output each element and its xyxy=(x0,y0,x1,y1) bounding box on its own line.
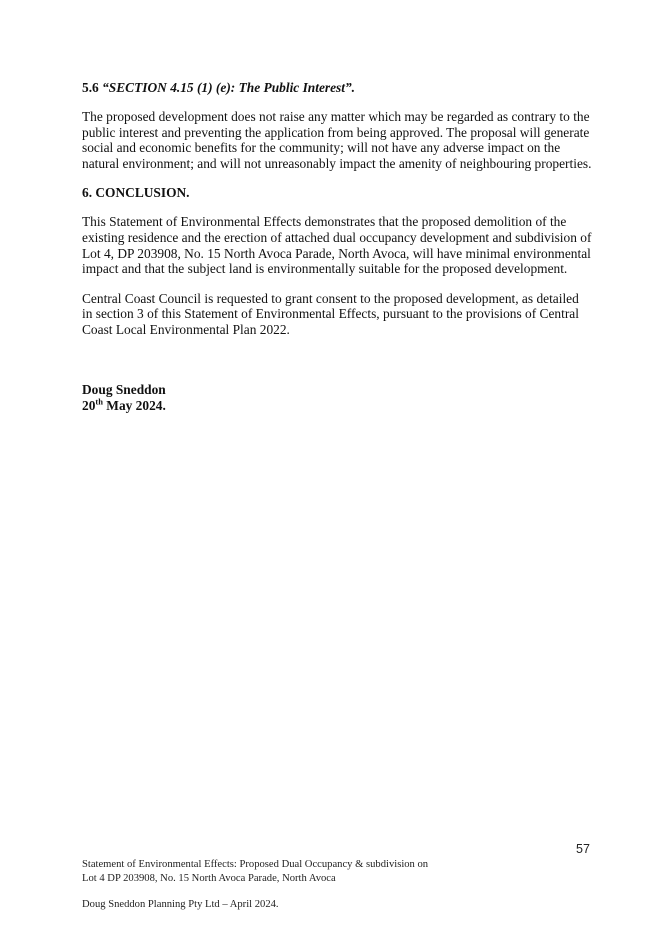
page-content xyxy=(82,80,592,414)
signature-date xyxy=(82,398,592,414)
section-5-6-body: The proposed development does not raise any matter which may be regarded as contrary to the public interest and preventing the application from being approved. The proposal will generate social and economic benefits for the community; will not have any adverse impact on the natural environment; and will not unreasonably impact the amenity of neighbouring properties. xyxy=(82,109,592,171)
conclusion-heading: 6. CONCLUSION. xyxy=(82,185,190,201)
signature-date-suffix: th xyxy=(95,396,103,407)
page-footer xyxy=(82,858,552,912)
signature-date-rest: May 2024. xyxy=(102,397,166,413)
footer-line-1: Statement of Environmental Effects: Proposed Dual Occupancy & subdivision on xyxy=(82,859,429,870)
section-5-6-title: “SECTION 4.15 (1) (e): The Public Interest”. xyxy=(102,80,356,95)
footer-line-2: Lot 4 DP 203908, No. 15 North Avoca Parade, North Avoca xyxy=(82,872,336,884)
signature-date-day: 20 xyxy=(82,397,96,413)
conclusion-paragraph-1: This Statement of Environmental Effects demonstrates that the proposed demolition of the existing residence and the erection of attached dual occupancy development and subdivision of Lot 4, DP 203908, No. 15 North Avoca Parade, North Avoca, will have minimal environmental impact and that the subject land is environmentally suitable for the proposed development. xyxy=(82,214,592,277)
conclusion-paragraph-2: Central Coast Council is requested to grant consent to the proposed development, as detailed in section 3 of this Statement of Environmental Effects, pursuant to the provisions of Central Coast Local Environmental Plan 2022. xyxy=(82,290,579,337)
page-number: 57 xyxy=(576,842,590,856)
footer-company: Doug Sneddon Planning Pty Ltd – April 2024. xyxy=(82,899,279,910)
section-5-6-number: 5.6 xyxy=(82,80,99,95)
signature-name: Doug Sneddon xyxy=(82,381,166,397)
section-5-6-heading xyxy=(82,80,592,96)
